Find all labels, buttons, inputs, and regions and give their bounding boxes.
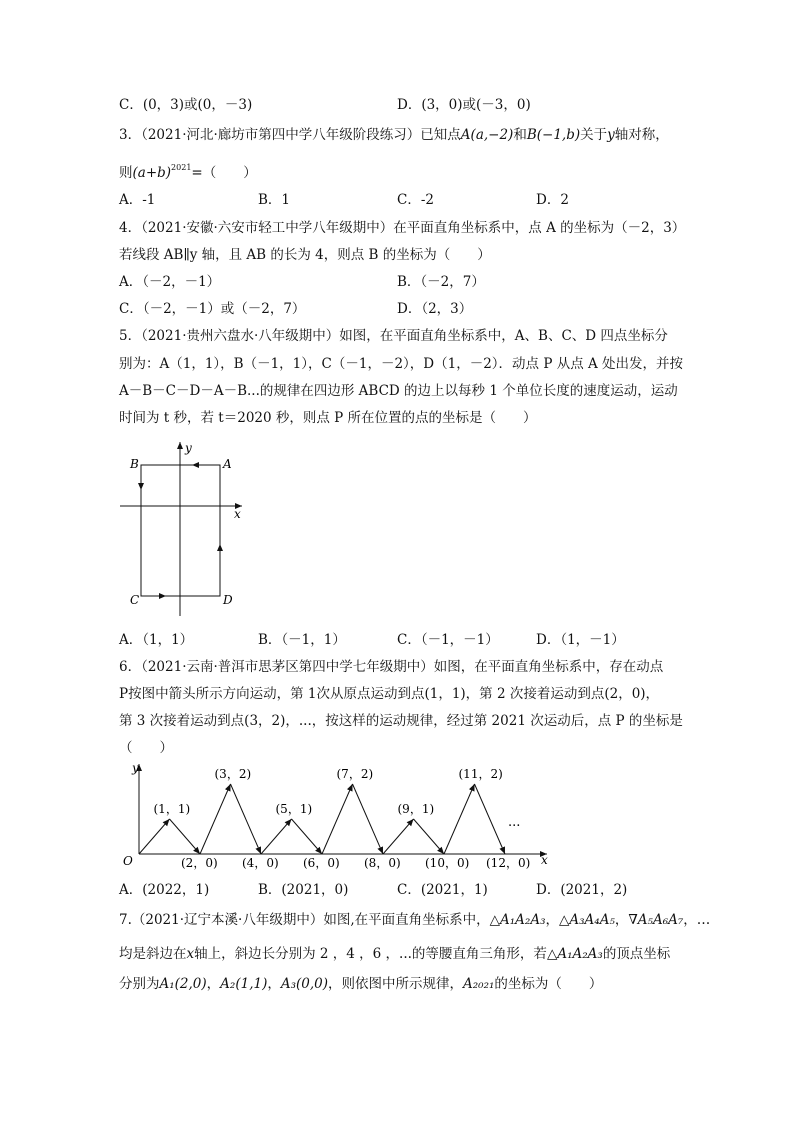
q6-zigzag-path (139, 784, 505, 854)
q6-segment (292, 819, 323, 854)
q6-label-x: x (541, 853, 548, 867)
q5-stem-line1: 5．（2021·贵州六盘水·八年级期中）如图，在平面直角坐标系中，A、B、C、D 四点坐标分 (119, 328, 668, 344)
q7-stem-line1 (119, 910, 710, 930)
q7-text-a: 7.（2021·辽宁本溪·八年级期中）如图,在平面直角坐标系中， (119, 912, 490, 928)
q3-expr: (a+b) (132, 165, 172, 181)
q3-exponent: 2021 (171, 163, 192, 172)
q5-figure (110, 438, 260, 623)
q6-option-b: B．(2021，0) (258, 882, 349, 898)
q6-tick-label: (12，0) (486, 856, 531, 870)
q6-peak-label: (11，2) (458, 767, 503, 781)
q5-stem-line4: 时间为 t 秒，若 t＝2020 秒，则点 P 所在位置的点的坐标是（ ） (119, 410, 537, 426)
q6-segment (383, 819, 414, 854)
q7-sep-1: ， (545, 912, 559, 928)
q5-option-d: D．（1，－1） (536, 632, 625, 648)
q5-label-y: y (185, 441, 192, 455)
q7-triangle-2: △A₃A₄A₅ (559, 912, 615, 928)
q3-point-b: B(−1,b) (526, 127, 581, 143)
q7-stem-line2 (119, 944, 670, 964)
q4-stem-line2: 若线段 AB∥y 轴，且 AB 的长为 4，则点 B 的坐标为（ ） (119, 247, 491, 263)
q4-option-c: C．（－2，－1）或（－2，7） (119, 301, 306, 317)
q2-option-c: C．(0，3)或(0，－3) (119, 97, 253, 113)
q7-stem-line3 (119, 974, 602, 994)
q4-stem-line1: 4．（2021·安徽·六安市轻工中学八年级期中）在平面直角坐标系中，点 A 的坐标为（－2，3） (119, 220, 686, 236)
q6-peak-labels (154, 767, 503, 816)
q4-option-a: A．（－2，－1） (119, 274, 221, 290)
q5-label-a: A (223, 457, 232, 471)
q7-sep-3: ， (206, 976, 221, 992)
q3-blank: =（ ） (191, 165, 257, 181)
q5-option-a: A．（1，1） (119, 632, 194, 648)
q4-option-b: B．（－2，7） (397, 274, 485, 290)
q7-sep-4: ， (267, 976, 281, 992)
q7-text-g: ，则依图中所示规律， (328, 976, 464, 992)
q6-peak-label: (7，2) (336, 767, 374, 781)
q3-text-b: 关于 (580, 127, 608, 143)
q5-stem-line3: A－B－C－D－A－B...的规律在四边形 ABCD 的边上以每秒 1 个单位长度的速度运动，运动 (119, 383, 678, 399)
q7-target-point: A₂₀₂₁ (463, 976, 495, 992)
q3-stem-line2 (119, 158, 257, 183)
q6-figure (115, 760, 555, 872)
q3-axis: y (607, 127, 615, 143)
q3-text-a: 已知点 (420, 127, 461, 143)
q6-peak-label: (3，2) (214, 767, 252, 781)
q6-stem-line2: P按图中箭头所示方向运动，第 1次从原点运动到点(1，1)，第 2 次接着运动到点(2，0)， (119, 686, 660, 702)
q7-text-c: 均是斜边在 (119, 946, 187, 962)
q6-label-y: y (132, 761, 139, 775)
q6-peak-label: (5，1) (275, 802, 313, 816)
q5-label-d: D (223, 593, 233, 607)
q6-peak-label: (9，1) (397, 802, 435, 816)
q7-point-a1: A₁(2,0) (159, 976, 207, 992)
q7-text-b: ，… (683, 912, 711, 928)
q6-segment (322, 784, 353, 854)
q6-segment (139, 819, 170, 854)
q7-triangle-1b: △A₁A₂A₃ (546, 946, 603, 962)
q3-option-d: D．2 (536, 192, 569, 208)
q3-text-c: 轴对称， (614, 127, 669, 143)
q6-segment (261, 819, 292, 854)
q6-tick-label: (10，0) (425, 856, 470, 870)
q7-axis: x (186, 946, 195, 962)
q7-triangle-3: ∇A₅A₆A₇ (628, 912, 684, 928)
q6-tick-labels (181, 856, 530, 870)
q6-peak-label: (1，1) (153, 802, 191, 816)
q6-segment (353, 784, 384, 854)
q5-label-c: C (130, 593, 140, 607)
q5-option-b: B．（－1，1） (258, 632, 346, 648)
q3-stem-line1 (119, 125, 669, 145)
q3-option-a: A．-1 (119, 192, 156, 208)
q3-then: 则 (119, 165, 133, 181)
q5-label-x: x (234, 507, 241, 521)
q3-source: （2021·河北·廊坊市第四中学八年级阶段练习） (141, 127, 421, 143)
q6-stem-line3: 第 3 次接着运动到点(3，2)，...，按这样的运动规律，经过第 2021 次运动后，点 P 的坐标是 (119, 713, 683, 729)
q6-segment (414, 819, 445, 854)
q7-point-a3: A₃(0,0) (280, 976, 329, 992)
q7-text-f: 分别为 (119, 976, 160, 992)
q6-tick-label: (6，0) (303, 856, 340, 870)
q6-ellipsis: ... (508, 815, 521, 830)
q6-option-c: C．(2021，1) (397, 882, 488, 898)
q6-stem-line4: （ ） (119, 740, 173, 756)
q6-tick-label: (4，0) (242, 856, 279, 870)
q6-segment (231, 784, 262, 854)
q6-origin-label: O (123, 854, 133, 868)
q3-option-c: C．-2 (397, 192, 434, 208)
q3-point-a: A(a,−2) (460, 127, 514, 143)
q6-tick-label: (8，0) (364, 856, 401, 870)
q3-option-b: B．1 (258, 192, 291, 208)
q6-segment (444, 784, 475, 854)
q6-option-d: D．(2021，2) (536, 882, 628, 898)
q4-option-d: D．（2，3） (397, 301, 473, 317)
q7-text-h: 的坐标为（ ） (494, 976, 603, 992)
q6-tick-label: (2，0) (181, 856, 218, 870)
q5-stem-line2: 别为：A（1，1），B（－1，1），C（－1，－2），D（1，－2）．动点 P 从点 A 处出发，并按 (119, 356, 684, 372)
q6-segment (475, 784, 506, 854)
q5-option-c: C．（－1，－1） (397, 632, 499, 648)
q3-and: 和 (513, 127, 527, 143)
q6-stem-line1: 6．（2021·云南·普洱市思茅区第四中学七年级期中）如图，在平面直角坐标系中，存在动点 (119, 659, 664, 675)
q7-text-e: 的顶点坐标 (602, 946, 671, 962)
q6-segment (200, 784, 231, 854)
q7-sep-2: ， (614, 912, 629, 928)
q7-triangle-1: △A₁A₂A₃ (489, 912, 546, 928)
q5-label-b: B (130, 457, 139, 471)
q7-point-a2: A₂(1,1) (220, 976, 268, 992)
q7-text-d: 轴上，斜边长分别为 2 ，4 ，6 ，...的等腰直角三角形，若 (194, 946, 547, 962)
q6-option-a: A．(2022，1) (119, 882, 210, 898)
q2-option-d: D．(3，0)或(－3，0) (397, 97, 531, 113)
q6-segment (170, 819, 201, 854)
q3-number: 3． (119, 127, 142, 143)
